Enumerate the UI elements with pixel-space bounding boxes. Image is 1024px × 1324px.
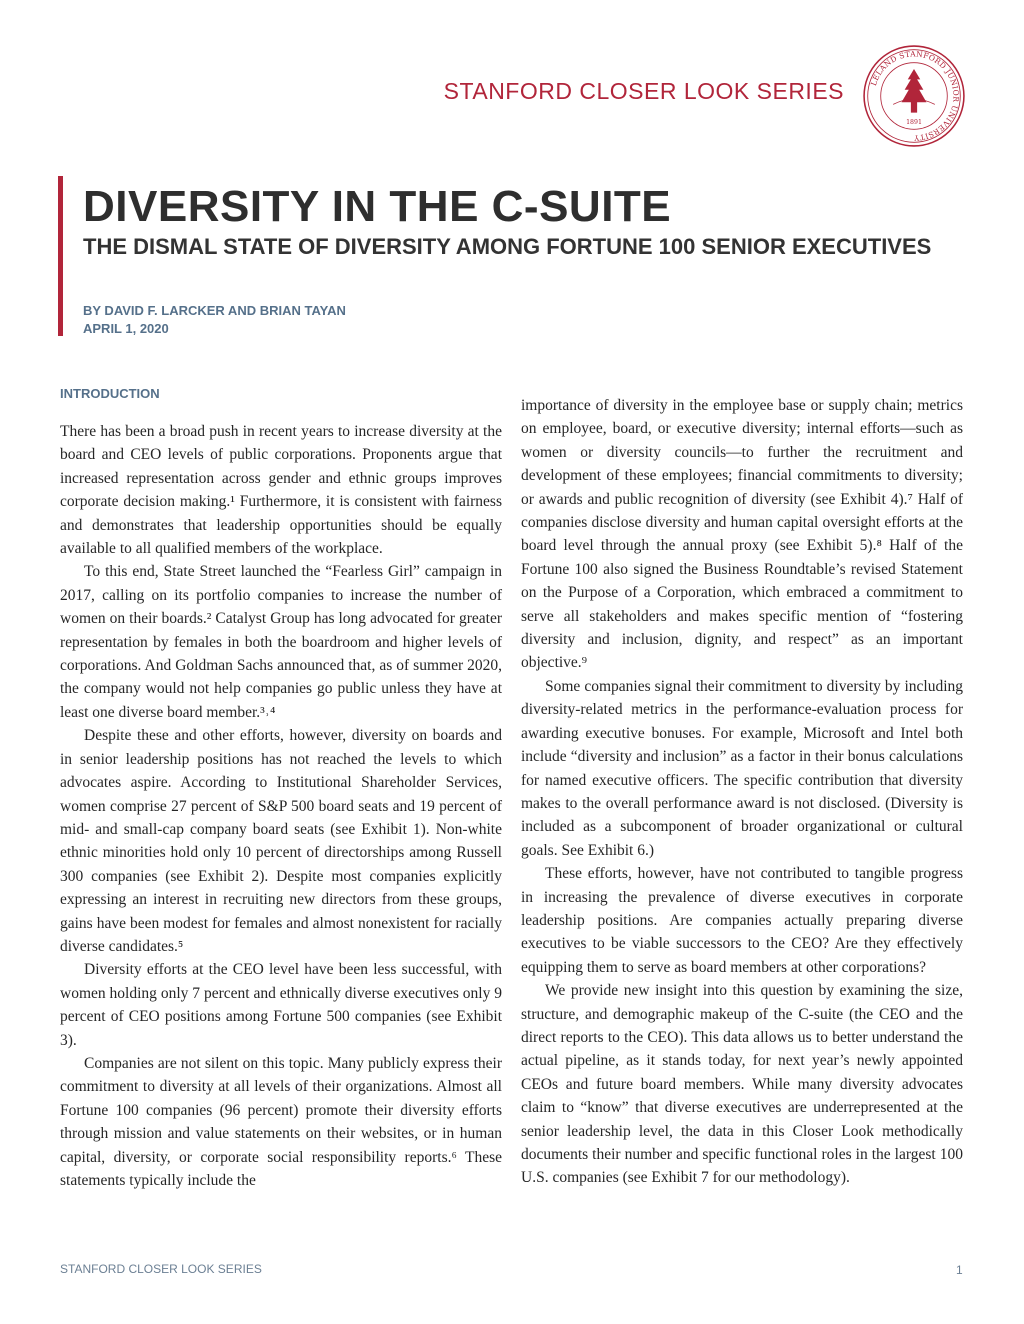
title-block	[58, 176, 931, 336]
paragraph: To this end, State Street launched the “Fearless Girl” campaign in 2017, calling on its portfolio companies to increase the number of women on their boards.² Catalyst Group has long advocated for greater representation by females in both the boardroom and higher levels of corporations. And Goldman Sachs announced that, as of summer 2020, the company would not help companies go public unless they have at least one diverse board member.³˒⁴	[60, 563, 502, 721]
stanford-seal-logo	[862, 44, 966, 148]
section-heading-introduction: INTRODUCTION	[60, 386, 160, 401]
authors: BY DAVID F. LARCKER AND BRIAN TAYAN	[83, 303, 346, 318]
paragraph: Diversity efforts at the CEO level have been less successful, with women holding only 7 percent and ethnically diverse executives only 9 percent of CEO positions among Fortune 500 companies (see Exhibit 3).	[60, 961, 502, 1049]
paragraph: Some companies signal their commitment to diversity by including diversity-related metrics in the performance-evaluation process for awarding executive bonuses. For example, Microsoft and Intel both include “diversity and inclusion” as a factor in their bonus calculations for named executive officers. The specific contribution that diversity makes to the overall performance award is not disclosed. (Diversity is included as a subcomponent of broader organizational or cultural goals. See Exhibit 6.)	[521, 677, 963, 859]
paragraph: There has been a broad push in recent years to increase diversity at the board and CEO levels of public corporations. Proponents argue that increased representation across gender and ethnic groups improves corporate decision making.¹ Furthermore, it is consistent with fairness and demonstrates that leadership opportunities should be equally available to all qualified members of the workplace.	[60, 423, 502, 558]
paragraph: importance of diversity in the employee base or supply chain; metrics on employee, board, or executive diversity; internal efforts—such as women or diversity councils—to further the recruitment and development of these employees; financial commitments to diversity; or awards and public recognition of diversity (see Exhibit 4).⁷ Half of companies disclose diversity and human capital oversight efforts at the board level through the annual proxy (see Exhibit 5).⁸ Half of the Fortune 100 also signed the Business Roundtable’s revised Statement on the Purpose of a Corporation, which embraced a commitment to serve all stakeholders and makes specific mention of “fostering diversity and inclusion, dignity, and respect” as an important objective.⁹	[521, 397, 963, 672]
left-column	[60, 384, 502, 1192]
series-title: STANFORD CLOSER LOOK SERIES	[443, 78, 844, 104]
right-column	[521, 394, 963, 1190]
document-subtitle: THE DISMAL STATE OF DIVERSITY AMONG FORTUNE 100 SENIOR EXECUTIVES	[83, 234, 932, 259]
paragraph: We provide new insight into this question by examining the size, structure, and demographic makeup of the C-suite (the CEO and the direct reports to the CEO). This data allows us to better understand the actual pipeline, as it stands today, for next year’s newly appointed CEOs and future board members. While many diversity advocates claim to “know” that diverse executives are underrepresented at the senior leadership level, the data in this Closer Look methodically documents their number and specific functional roles in the largest 100 U.S. companies (see Exhibit 7 for our methodology).	[521, 982, 963, 1187]
paragraph: Despite these and other efforts, however, diversity on boards and in senior leadership positions has not reached the levels to which advocates aspire. According to Institutional Shareholder Services, women comprise 27 percent of S&P 500 board seats and 19 percent of mid- and small-cap company board seats (see Exhibit 1). Non-white ethnic minorities hold only 10 percent of directorships among Russell 300 companies (see Exhibit 2). Despite most companies explicitly expressing an interest in recruiting new directors from these groups, gains have been modest for females and almost nonexistent for racially diverse candidates.⁵	[60, 727, 502, 955]
document-title: DIVERSITY IN THE C-SUITE	[83, 182, 672, 231]
footer-series-title: STANFORD CLOSER LOOK SERIES	[60, 1262, 262, 1276]
publication-date: APRIL 1, 2020	[83, 321, 169, 336]
paragraph: These efforts, however, have not contributed to tangible progress in increasing the prevalence of diverse executives in corporate leadership positions. Are companies actually preparing diverse executives to be viable successors to the CEO? Are they effectively equipping them to serve as board members at other corporations?	[521, 865, 963, 976]
paragraph: Companies are not silent on this topic. Many publicly express their commitment to diversity at all levels of their organizations. Almost all Fortune 100 companies (96 percent) promote their diversity efforts through mission and value statements on their websites, or in human capital, diversity, or corporate social responsibility reports.⁶ These statements typically include the	[60, 1054, 502, 1189]
byline	[83, 302, 931, 338]
page-number: 1	[956, 1263, 963, 1277]
svg-text:LELAND STANFORD JUNIOR UNIVERS: LELAND STANFORD JUNIOR UNIVERSITY	[868, 49, 961, 143]
svg-text:1891: 1891	[906, 119, 922, 127]
